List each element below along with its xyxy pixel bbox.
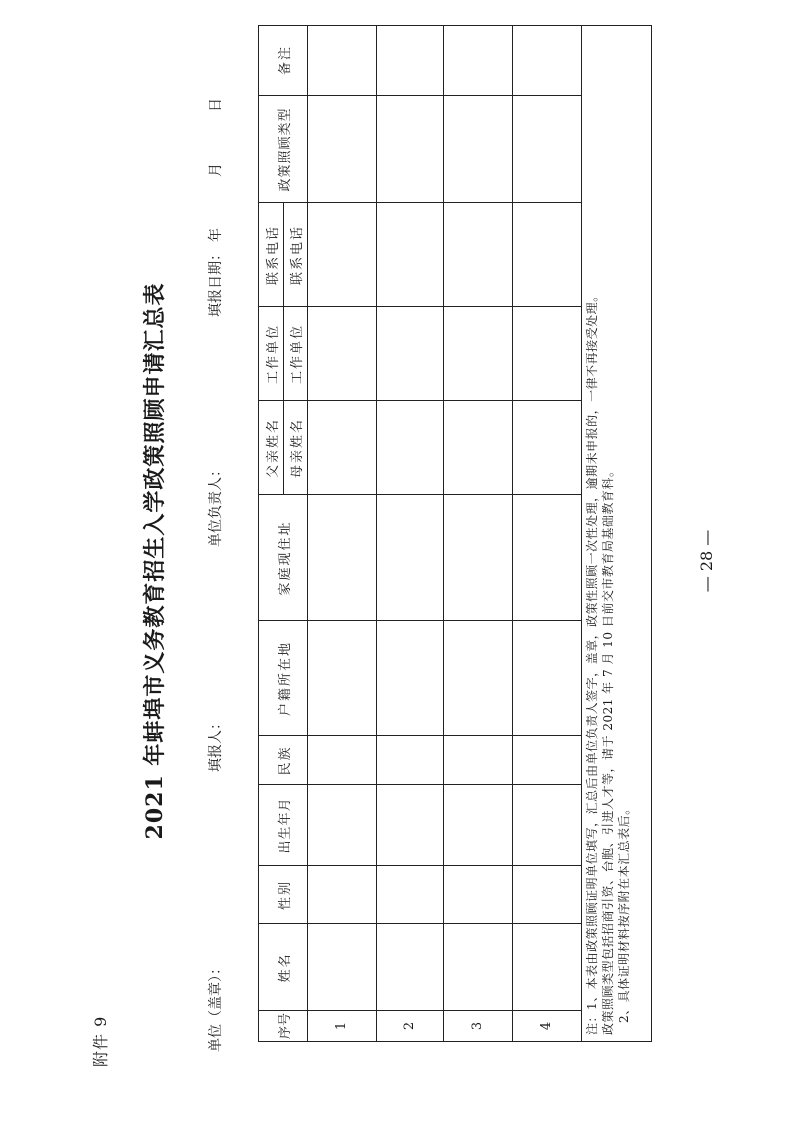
report-date-label: 填报日期： bbox=[208, 247, 224, 317]
header-phone-1: 联系电话 bbox=[265, 225, 281, 286]
unit-label: 单位（盖章）： bbox=[208, 961, 224, 1052]
header-address: 家庭现住址 bbox=[277, 520, 293, 596]
header-ethnicity: 民族 bbox=[277, 745, 293, 776]
header-phone-2: 联系电话 bbox=[289, 225, 305, 286]
header-father-name: 父亲姓名 bbox=[265, 418, 281, 479]
unit-owner-label: 单位负责人： bbox=[208, 463, 224, 547]
table-notes bbox=[582, 25, 652, 1042]
filler-label: 填报人： bbox=[208, 716, 224, 772]
header-remarks: 备注 bbox=[277, 45, 293, 76]
table-row-index: 4 bbox=[539, 1021, 554, 1031]
attachment-label: 附件 9 bbox=[91, 1015, 110, 1067]
header-work-unit-2: 工作单位 bbox=[289, 324, 305, 385]
header-index: 序号 bbox=[277, 1013, 293, 1040]
application-summary-table bbox=[258, 25, 582, 1042]
note-line-2: 政策照顾类型包括招商引资、台胞、引进人才等，请于 2021 年 7 月 10 日前交市教育局基础教育科。 bbox=[601, 464, 615, 1035]
row-divider bbox=[443, 26, 444, 1041]
page-number: — 28 — bbox=[697, 529, 716, 593]
note-line-3: 2、具体证明材料按序附在本汇总表后。 bbox=[617, 802, 631, 1023]
table-row-index: 3 bbox=[470, 1021, 485, 1031]
date-day-label: 日 bbox=[208, 98, 224, 112]
header-work-unit-1: 工作单位 bbox=[265, 324, 281, 385]
date-year-label: 年 bbox=[208, 228, 224, 242]
table-row-index: 2 bbox=[402, 1021, 417, 1031]
header-name: 姓名 bbox=[277, 952, 293, 983]
header-gender: 性别 bbox=[277, 880, 293, 911]
row-divider bbox=[376, 26, 377, 1041]
header-policy-type: 政策照顾类型 bbox=[277, 107, 293, 192]
table-row-index: 1 bbox=[334, 1021, 349, 1031]
note-line-1: 注：1、本表由政策照顾证明单位填写，汇总后由单位负责人签字，盖章，政策性照顾一次性处理，逾期未申报的，一律不再接受处理。 bbox=[585, 289, 599, 1035]
row-divider bbox=[512, 26, 513, 1041]
row-divider bbox=[307, 26, 308, 1041]
date-month-label: 月 bbox=[208, 163, 224, 177]
header-mother-name: 母亲姓名 bbox=[289, 418, 305, 479]
page-title: 2021 年蚌埠市义务教育招生入学政策照顾申请汇总表 bbox=[142, 282, 168, 840]
header-birth: 出生年月 bbox=[277, 797, 293, 854]
header-hukou: 户籍所在地 bbox=[277, 641, 293, 717]
